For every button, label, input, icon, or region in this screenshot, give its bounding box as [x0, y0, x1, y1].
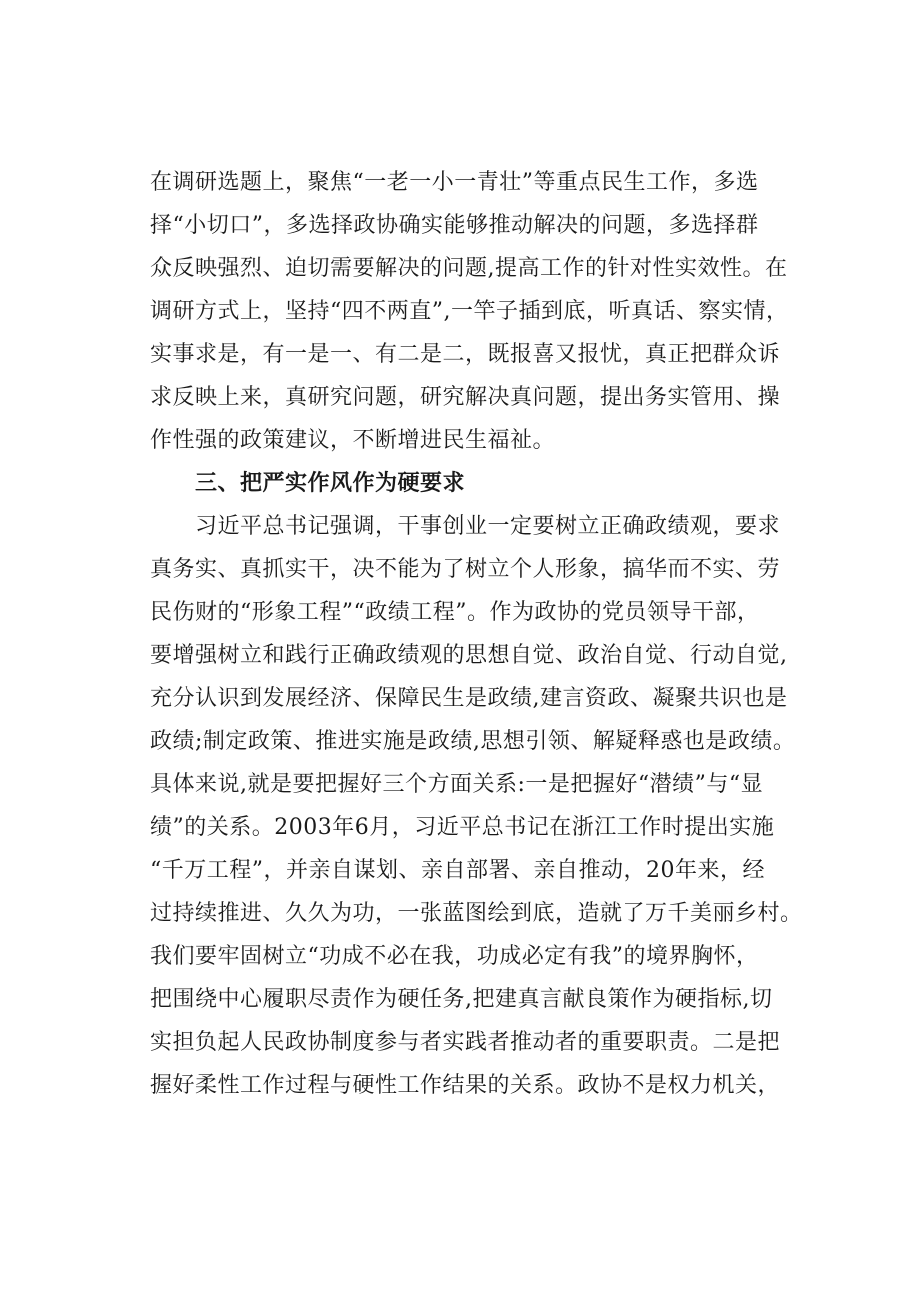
paragraph-line: 择“小切口”，多选择政协确实能够推动解决的问题，多选择群: [150, 213, 759, 238]
paragraph-line: 实事求是，有一是一、有二是二，既报喜又报忧，真正把群众诉: [150, 342, 781, 367]
paragraph-line: 在调研选题上，聚焦“一老一小一青壮”等重点民生工作，多选: [150, 170, 759, 195]
paragraph-line: 求反映上来，真研究问题，研究解决真问题，提出务实管用、操: [150, 385, 781, 410]
paragraph-line: 握好柔性工作过程与硬性工作结果的关系。政协不是权力机关，: [150, 1073, 781, 1098]
paragraph-line: 绩”的关系。2003年6月，习近平总书记在浙江工作时提出实施: [150, 815, 775, 840]
paragraph-line: 要增强树立和践行正确政绩观的思想自觉、政治自觉、行动自觉,: [150, 643, 788, 668]
paragraph-line: 充分认识到发展经济、保障民生是政绩,建言资政、凝聚共识也是: [150, 686, 788, 711]
paragraph-line: 习近平总书记强调，干事创业一定要树立正确政绩观，要求: [195, 514, 781, 539]
paragraph-line: 众反映强烈、迫切需要解决的问题,提高工作的针对性实效性。在: [150, 256, 788, 281]
paragraph-line: 我们要牢固树立“功成不必在我，功成必定有我”的境界胸怀，: [150, 944, 759, 969]
paragraph-line: 把围绕中心履职尽责作为硬任务,把建真言献良策作为硬指标,切: [150, 987, 773, 1012]
paragraph-line: 调研方式上，坚持“四不两直”,一竿子插到底，听真话、察实情，: [150, 299, 789, 324]
section-heading: 三、把严实作风作为硬要求: [195, 471, 466, 496]
paragraph-line: 真务实、真抓实干，决不能为了树立个人形象，搞华而不实、劳: [150, 557, 781, 582]
paragraph-line: 政绩;制定政策、推进实施是政绩,思想引领、解疑释惑也是政绩。: [150, 729, 796, 754]
paragraph-line: 作性强的政策建议，不断增进民生福祉。: [150, 428, 556, 453]
paragraph-line: “千万工程”，并亲自谋划、亲自部署、亲自推动，20年来，经: [150, 858, 765, 883]
paragraph-line: 具体来说,就是要把握好三个方面关系:一是把握好“潜绩”与“显: [150, 772, 764, 797]
paragraph-line: 民伤财的“形象工程”“政绩工程”。作为政协的党员领导干部，: [150, 600, 760, 625]
paragraph-line: 过持续推进、久久为功，一张蓝图绘到底，造就了万千美丽乡村。: [150, 901, 803, 926]
paragraph-line: 实担负起人民政协制度参与者实践者推动者的重要职责。二是把: [150, 1030, 781, 1055]
